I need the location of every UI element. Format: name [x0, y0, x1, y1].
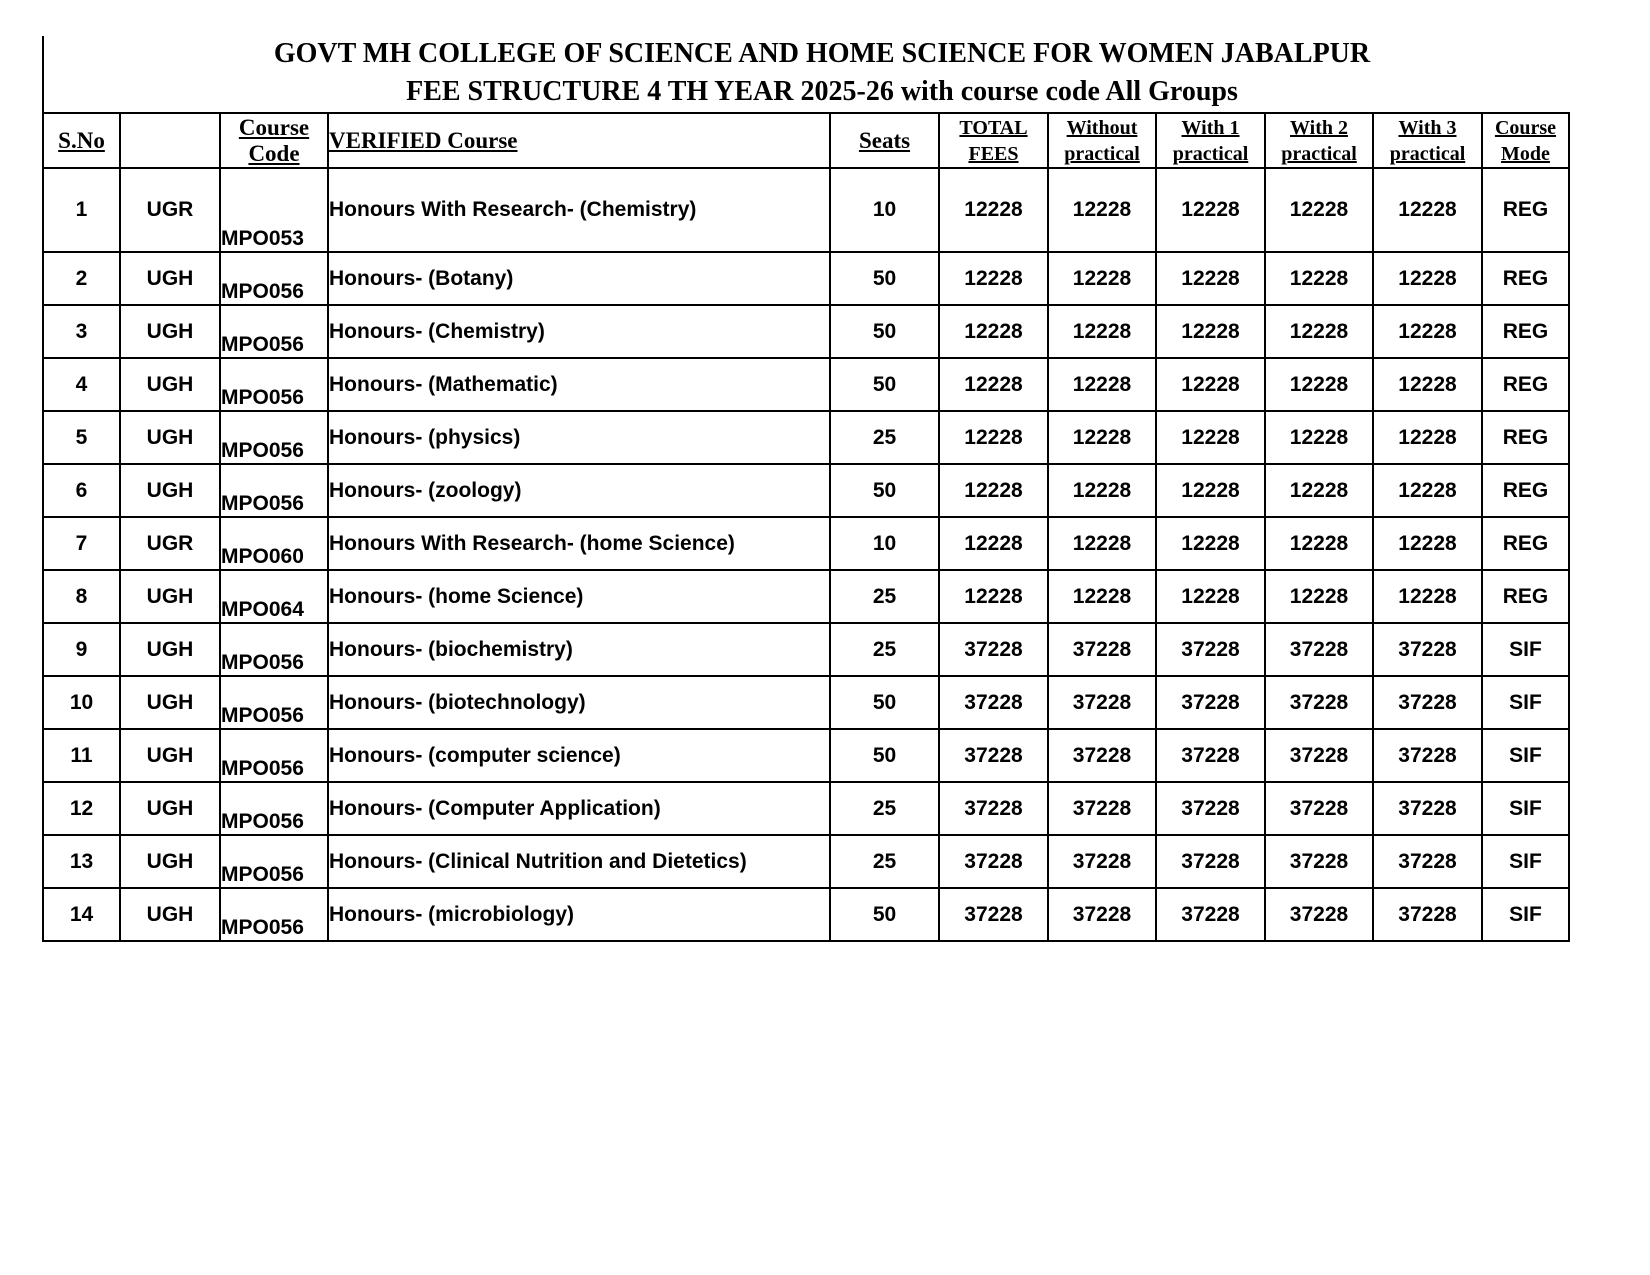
- cell-course-name: Honours- (Clinical Nutrition and Dietetics): [328, 835, 830, 888]
- cell-with-1-practical: 12228: [1156, 168, 1265, 252]
- cell-type: UGH: [120, 676, 220, 729]
- cell-with-3-practical: 37228: [1373, 835, 1482, 888]
- cell-total-fees: 37228: [939, 835, 1048, 888]
- cell-seats: 25: [830, 623, 939, 676]
- cell-without-practical: 12228: [1048, 305, 1156, 358]
- cell-with-2-practical: 12228: [1265, 517, 1373, 570]
- cell-with-3-practical: 12228: [1373, 411, 1482, 464]
- cell-course-mode: REG: [1482, 411, 1569, 464]
- cell-without-practical: 37228: [1048, 729, 1156, 782]
- cell-without-practical: 12228: [1048, 168, 1156, 252]
- cell-with-3-practical: 37228: [1373, 782, 1482, 835]
- cell-total-fees: 37228: [939, 888, 1048, 941]
- cell-course-mode: REG: [1482, 252, 1569, 305]
- cell-seats: 50: [830, 888, 939, 941]
- cell-course-name: Honours With Research- (home Science): [328, 517, 830, 570]
- cell-course-name: Honours- (physics): [328, 411, 830, 464]
- cell-with-3-practical: 12228: [1373, 305, 1482, 358]
- cell-with-2-practical: 37228: [1265, 676, 1373, 729]
- cell-course-mode: SIF: [1482, 729, 1569, 782]
- cell-without-practical: 12228: [1048, 570, 1156, 623]
- cell-type: UGH: [120, 358, 220, 411]
- cell-without-practical: 37228: [1048, 782, 1156, 835]
- header-type: [120, 113, 220, 168]
- cell-type: UGH: [120, 570, 220, 623]
- header-course-code-line2: Code: [248, 140, 300, 166]
- header-total-fees: [939, 113, 1048, 168]
- cell-course-mode: REG: [1482, 168, 1569, 252]
- cell-course-code: MPO056: [220, 888, 328, 941]
- table-body: [43, 168, 1569, 941]
- cell-with-1-practical: 37228: [1156, 888, 1265, 941]
- cell-sno: 13: [43, 835, 120, 888]
- cell-with-1-practical: 12228: [1156, 570, 1265, 623]
- header-seats: Seats: [830, 113, 939, 168]
- cell-seats: 10: [830, 168, 939, 252]
- cell-total-fees: 12228: [939, 252, 1048, 305]
- cell-sno: 1: [43, 168, 120, 252]
- cell-with-2-practical: 12228: [1265, 168, 1373, 252]
- cell-course-code: MPO056: [220, 358, 328, 411]
- cell-total-fees: 37228: [939, 623, 1048, 676]
- cell-seats: 25: [830, 782, 939, 835]
- cell-with-1-practical: 37228: [1156, 676, 1265, 729]
- cell-course-code: MPO056: [220, 305, 328, 358]
- college-title: GOVT MH COLLEGE OF SCIENCE AND HOME SCIENCE FOR WOMEN JABALPUR: [273, 38, 1371, 69]
- cell-type: UGH: [120, 464, 220, 517]
- cell-with-2-practical: 12228: [1265, 252, 1373, 305]
- cell-course-mode: REG: [1482, 517, 1569, 570]
- header-with-1-practical: [1156, 113, 1265, 168]
- header-total-fees-line2: FEES: [968, 142, 1019, 165]
- cell-with-3-practical: 12228: [1373, 358, 1482, 411]
- cell-total-fees: 37228: [939, 676, 1048, 729]
- cell-with-1-practical: 12228: [1156, 252, 1265, 305]
- header-without-practical: [1048, 113, 1156, 168]
- table-row: [43, 517, 1569, 570]
- cell-with-1-practical: 37228: [1156, 729, 1265, 782]
- cell-course-mode: REG: [1482, 570, 1569, 623]
- cell-seats: 50: [830, 305, 939, 358]
- cell-course-mode: SIF: [1482, 782, 1569, 835]
- cell-type: UGH: [120, 782, 220, 835]
- cell-with-3-practical: 37228: [1373, 888, 1482, 941]
- cell-total-fees: 37228: [939, 729, 1048, 782]
- cell-with-1-practical: 37228: [1156, 782, 1265, 835]
- cell-sno: 5: [43, 411, 120, 464]
- cell-without-practical: 12228: [1048, 464, 1156, 517]
- cell-course-code: MPO056: [220, 252, 328, 305]
- cell-with-2-practical: 12228: [1265, 464, 1373, 517]
- cell-sno: 9: [43, 623, 120, 676]
- cell-with-3-practical: 12228: [1373, 168, 1482, 252]
- header-with-2-practical-line1: With 2: [1290, 116, 1348, 139]
- cell-with-2-practical: 37228: [1265, 835, 1373, 888]
- cell-course-code: MPO056: [220, 782, 328, 835]
- cell-without-practical: 37228: [1048, 623, 1156, 676]
- cell-course-code: MPO060: [220, 517, 328, 570]
- cell-course-code: MPO056: [220, 464, 328, 517]
- cell-course-mode: SIF: [1482, 676, 1569, 729]
- table-row: [43, 411, 1569, 464]
- table-row: [43, 168, 1569, 252]
- table-row: [43, 623, 1569, 676]
- cell-course-code: MPO053: [220, 168, 328, 252]
- cell-with-2-practical: 12228: [1265, 305, 1373, 358]
- cell-seats: 50: [830, 252, 939, 305]
- cell-seats: 50: [830, 358, 939, 411]
- table-row: [43, 305, 1569, 358]
- cell-total-fees: 12228: [939, 570, 1048, 623]
- cell-with-3-practical: 12228: [1373, 570, 1482, 623]
- cell-with-3-practical: 37228: [1373, 676, 1482, 729]
- header-course-code: [220, 113, 328, 168]
- cell-type: UGH: [120, 623, 220, 676]
- cell-without-practical: 12228: [1048, 252, 1156, 305]
- cell-with-3-practical: 37228: [1373, 729, 1482, 782]
- cell-sno: 4: [43, 358, 120, 411]
- cell-course-name: Honours- (Computer Application): [328, 782, 830, 835]
- cell-without-practical: 37228: [1048, 888, 1156, 941]
- cell-course-code: MPO064: [220, 570, 328, 623]
- table-row: [43, 252, 1569, 305]
- cell-total-fees: 37228: [939, 782, 1048, 835]
- table-row: [43, 676, 1569, 729]
- cell-without-practical: 37228: [1048, 676, 1156, 729]
- table-row: [43, 888, 1569, 941]
- header-without-practical-line1: Without: [1066, 116, 1138, 139]
- cell-sno: 12: [43, 782, 120, 835]
- cell-type: UGR: [120, 517, 220, 570]
- cell-type: UGH: [120, 835, 220, 888]
- cell-type: UGH: [120, 888, 220, 941]
- cell-with-3-practical: 12228: [1373, 252, 1482, 305]
- cell-sno: 8: [43, 570, 120, 623]
- cell-type: UGH: [120, 411, 220, 464]
- cell-course-name: Honours- (Mathematic): [328, 358, 830, 411]
- cell-with-2-practical: 37228: [1265, 623, 1373, 676]
- cell-with-1-practical: 37228: [1156, 623, 1265, 676]
- header-sno: S.No: [43, 113, 120, 168]
- cell-course-name: Honours- (Botany): [328, 252, 830, 305]
- cell-with-3-practical: 37228: [1373, 623, 1482, 676]
- cell-with-2-practical: 12228: [1265, 570, 1373, 623]
- cell-total-fees: 12228: [939, 358, 1048, 411]
- header-course-mode-line2: Mode: [1501, 142, 1550, 165]
- header-with-3-practical: [1373, 113, 1482, 168]
- header-verified-course: VERIFIED Course: [328, 113, 830, 168]
- cell-with-2-practical: 37228: [1265, 888, 1373, 941]
- cell-with-2-practical: 12228: [1265, 411, 1373, 464]
- cell-with-1-practical: 12228: [1156, 305, 1265, 358]
- cell-course-name: Honours- (microbiology): [328, 888, 830, 941]
- table-row: [43, 358, 1569, 411]
- cell-sno: 6: [43, 464, 120, 517]
- cell-course-name: Honours- (biotechnology): [328, 676, 830, 729]
- cell-with-1-practical: 37228: [1156, 835, 1265, 888]
- table-header: [43, 113, 1569, 168]
- cell-with-1-practical: 12228: [1156, 358, 1265, 411]
- cell-course-name: Honours- (home Science): [328, 570, 830, 623]
- header-with-1-practical-line1: With 1: [1181, 116, 1240, 139]
- cell-sno: 7: [43, 517, 120, 570]
- cell-seats: 25: [830, 411, 939, 464]
- cell-seats: 50: [830, 464, 939, 517]
- table-row: [43, 729, 1569, 782]
- header-with-2-practical-line2: practical: [1281, 142, 1357, 165]
- table-row: [43, 464, 1569, 517]
- cell-with-2-practical: 37228: [1265, 782, 1373, 835]
- table-row: [43, 570, 1569, 623]
- cell-course-code: MPO056: [220, 623, 328, 676]
- cell-course-name: Honours- (zoology): [328, 464, 830, 517]
- cell-course-mode: SIF: [1482, 835, 1569, 888]
- header-row: [43, 113, 1569, 168]
- cell-seats: 25: [830, 570, 939, 623]
- cell-sno: 10: [43, 676, 120, 729]
- cell-sno: 11: [43, 729, 120, 782]
- cell-without-practical: 12228: [1048, 517, 1156, 570]
- header-total-fees-line1: TOTAL: [959, 116, 1028, 139]
- cell-course-name: Honours- (biochemistry): [328, 623, 830, 676]
- header-course-mode-line1: Course: [1494, 116, 1557, 139]
- cell-course-mode: SIF: [1482, 888, 1569, 941]
- header-course-mode: [1482, 113, 1569, 168]
- cell-seats: 50: [830, 676, 939, 729]
- cell-course-code: MPO056: [220, 835, 328, 888]
- cell-course-mode: REG: [1482, 305, 1569, 358]
- cell-course-mode: SIF: [1482, 623, 1569, 676]
- cell-total-fees: 12228: [939, 464, 1048, 517]
- fee-structure-table: [42, 112, 1570, 942]
- cell-seats: 10: [830, 517, 939, 570]
- header-with-3-practical-line2: practical: [1389, 142, 1466, 165]
- cell-total-fees: 12228: [939, 411, 1048, 464]
- header-with-2-practical: [1265, 113, 1373, 168]
- cell-with-1-practical: 12228: [1156, 411, 1265, 464]
- header-without-practical-line2: practical: [1064, 142, 1140, 165]
- header-with-3-practical-line1: With 3: [1398, 116, 1457, 139]
- cell-total-fees: 12228: [939, 517, 1048, 570]
- cell-without-practical: 12228: [1048, 358, 1156, 411]
- table-row: [43, 835, 1569, 888]
- cell-with-2-practical: 37228: [1265, 729, 1373, 782]
- cell-with-1-practical: 12228: [1156, 517, 1265, 570]
- cell-sno: 14: [43, 888, 120, 941]
- cell-type: UGH: [120, 252, 220, 305]
- cell-type: UGH: [120, 729, 220, 782]
- table-row: [43, 782, 1569, 835]
- cell-course-name: Honours- (Chemistry): [328, 305, 830, 358]
- cell-course-name: Honours- (computer science): [328, 729, 830, 782]
- header-with-1-practical-line2: practical: [1172, 142, 1249, 165]
- cell-course-code: MPO056: [220, 729, 328, 782]
- cell-total-fees: 12228: [939, 168, 1048, 252]
- cell-course-code: MPO056: [220, 676, 328, 729]
- cell-seats: 25: [830, 835, 939, 888]
- cell-with-2-practical: 12228: [1265, 358, 1373, 411]
- cell-without-practical: 12228: [1048, 411, 1156, 464]
- cell-sno: 2: [43, 252, 120, 305]
- cell-with-3-practical: 12228: [1373, 517, 1482, 570]
- fee-structure-title: FEE STRUCTURE 4 TH YEAR 2025-26 with course code All Groups: [406, 76, 1238, 107]
- cell-course-mode: REG: [1482, 464, 1569, 517]
- cell-seats: 50: [830, 729, 939, 782]
- cell-with-3-practical: 12228: [1373, 464, 1482, 517]
- cell-type: UGH: [120, 305, 220, 358]
- cell-course-mode: REG: [1482, 358, 1569, 411]
- cell-course-code: MPO056: [220, 411, 328, 464]
- cell-with-1-practical: 12228: [1156, 464, 1265, 517]
- cell-total-fees: 12228: [939, 305, 1048, 358]
- cell-course-name: Honours With Research- (Chemistry): [328, 168, 830, 252]
- header-course-code-line1: Course: [238, 114, 310, 140]
- cell-type: UGR: [120, 168, 220, 252]
- cell-without-practical: 37228: [1048, 835, 1156, 888]
- cell-sno: 3: [43, 305, 120, 358]
